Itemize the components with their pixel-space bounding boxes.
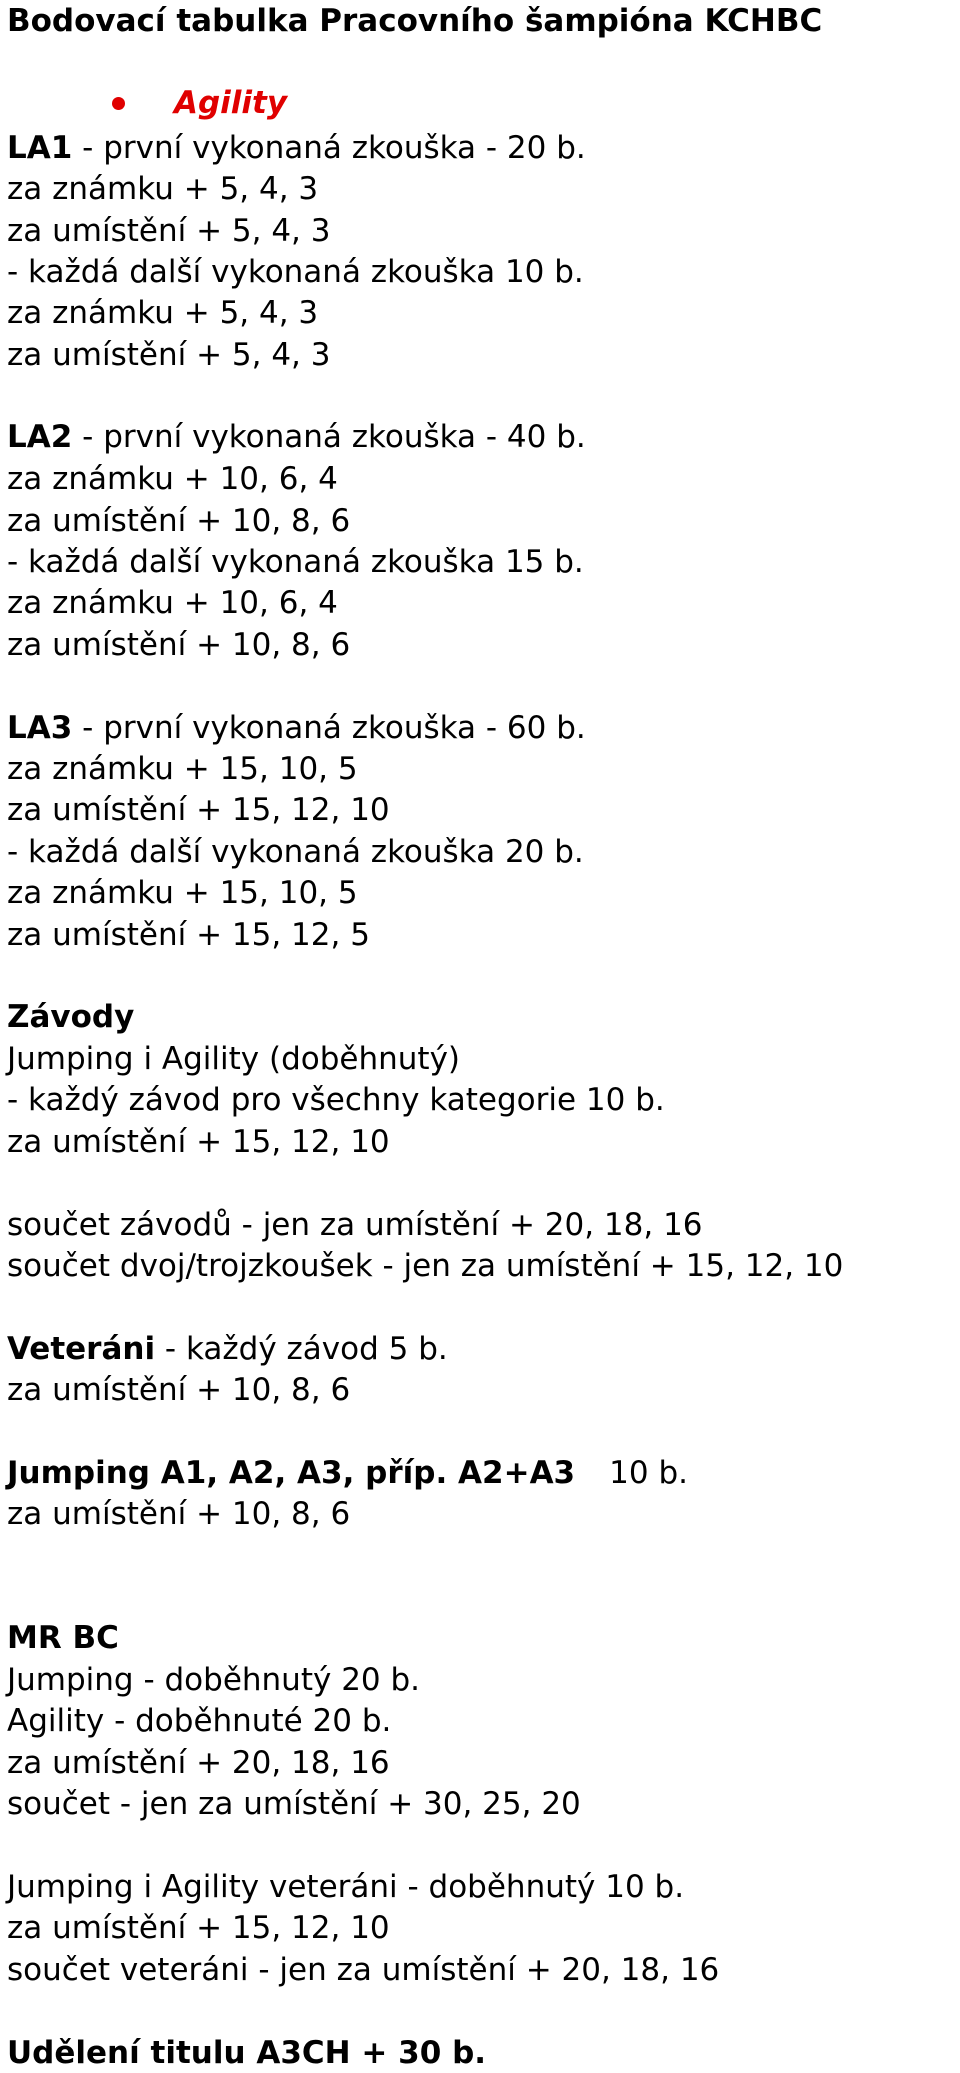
la1-line-2: za umístění + 5, 4, 3 [7, 213, 331, 249]
la1-first-line [7, 128, 586, 168]
veterani-line [7, 1329, 448, 1369]
la1-next: - každá další vykonaná zkouška 10 b. [7, 254, 584, 290]
la1-line-3: za známku + 5, 4, 3 [7, 295, 319, 331]
mrbc-line-7: součet veteráni - jen za umístění + 20, 18, 16 [7, 1952, 720, 1988]
mrbc-line-4: součet - jen za umístění + 30, 25, 20 [7, 1786, 581, 1822]
la2-label: LA2 [7, 419, 73, 455]
la3-next: - každá další vykonaná zkouška 20 b. [7, 834, 584, 870]
mrbc-line-5: Jumping i Agility veteráni - doběhnutý 10 b. [7, 1869, 685, 1905]
la3-line-3: za známku + 15, 10, 5 [7, 875, 358, 911]
zavody-line-1: Jumping i Agility (doběhnutý) [7, 1041, 461, 1077]
la3-line-1: za známku + 15, 10, 5 [7, 751, 358, 787]
la1-first-text: - první vykonaná zkouška - 20 b. [72, 130, 586, 166]
mrbc-line-2: Agility - doběhnuté 20 b. [7, 1703, 392, 1739]
la3-line-2: za umístění + 15, 12, 10 [7, 792, 390, 828]
veterani-label: Veteráni [7, 1331, 156, 1367]
veterani-line-1: za umístění + 10, 8, 6 [7, 1372, 351, 1408]
zavody-line-5: součet dvoj/trojzkoušek - jen za umístění + 15, 12, 10 [7, 1248, 844, 1284]
jumping-points: 10 b. [609, 1455, 688, 1491]
mrbc-line-1: Jumping - doběhnutý 20 b. [7, 1662, 421, 1698]
la1-label: LA1 [7, 130, 73, 166]
jumping-line [7, 1453, 688, 1493]
zavody-line-3: za umístění + 15, 12, 10 [7, 1124, 390, 1160]
la3-label: LA3 [7, 710, 73, 746]
la3-line-4: za umístění + 15, 12, 5 [7, 917, 370, 953]
zavody-line-2: - každý závod pro všechny kategorie 10 b. [7, 1082, 665, 1118]
la2-line-3: za známku + 10, 6, 4 [7, 585, 338, 621]
la2-first-line [7, 417, 586, 457]
la2-line-4: za umístění + 10, 8, 6 [7, 627, 351, 663]
jumping-label: Jumping A1, A2, A3, příp. A2+A3 [7, 1455, 576, 1491]
agility-heading-text: Agility [174, 85, 288, 121]
veterani-rest: - každý závod 5 b. [155, 1331, 448, 1367]
la1-line-4: za umístění + 5, 4, 3 [7, 337, 331, 373]
mrbc-line-3: za umístění + 20, 18, 16 [7, 1745, 390, 1781]
la2-next: - každá další vykonaná zkouška 15 b. [7, 544, 584, 580]
zavody-heading: Závody [7, 999, 135, 1035]
mrbc-heading: MR BC [7, 1620, 119, 1656]
la3-first-line [7, 708, 586, 748]
jumping-line-1: za umístění + 10, 8, 6 [7, 1496, 351, 1532]
la3-first-text: - první vykonaná zkouška - 60 b. [72, 710, 586, 746]
la2-line-2: za umístění + 10, 8, 6 [7, 503, 351, 539]
zavody-line-4: součet závodů - jen za umístění + 20, 18, 16 [7, 1207, 703, 1243]
bullet-icon [112, 83, 126, 123]
page-title: Bodovací tabulka Pracovního šampióna KCHBC [7, 3, 823, 39]
mrbc-line-6: za umístění + 15, 12, 10 [7, 1910, 390, 1946]
la1-line-1: za známku + 5, 4, 3 [7, 171, 319, 207]
la2-first-text: - první vykonaná zkouška - 40 b. [72, 419, 586, 455]
la2-line-1: za známku + 10, 6, 4 [7, 461, 338, 497]
udeleni-line: Udělení titulu A3CH + 30 b. [7, 2035, 487, 2071]
